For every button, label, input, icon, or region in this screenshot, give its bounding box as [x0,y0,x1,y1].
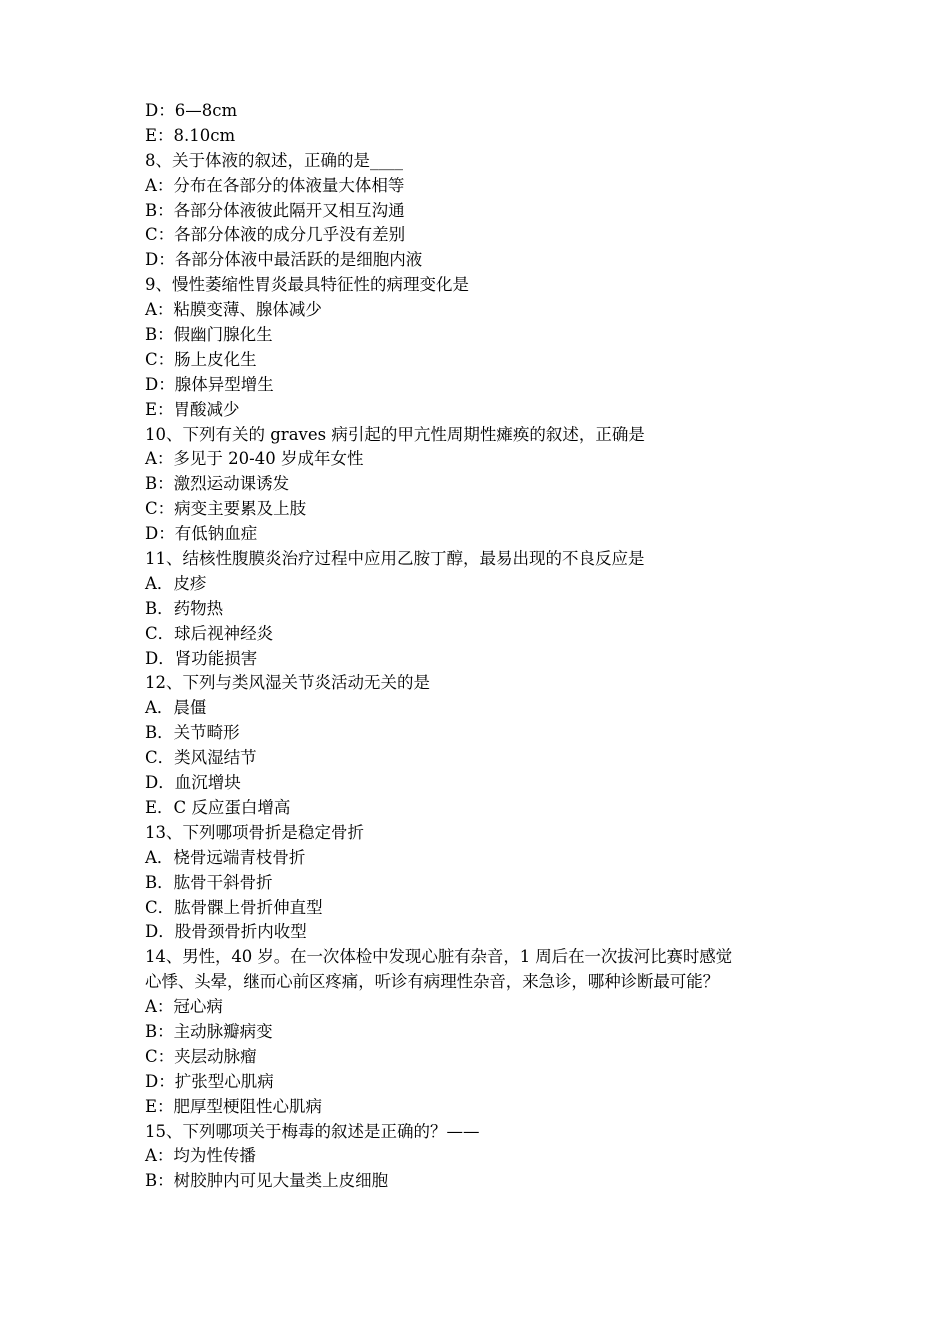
question-9: 9、慢性萎缩性胃炎最具特征性的病理变化是 [145,275,469,295]
option-b-q10: B：激烈运动课诱发 [145,474,290,494]
option-c-q14: C：夹层动脉瘤 [145,1046,257,1066]
option-e-q14: E：肥厚型梗阻性心肌病 [145,1096,323,1116]
document-body [145,99,825,1194]
option-d-q11: D．肾功能损害 [145,648,258,668]
option-c-q9: C：肠上皮化生 [145,349,257,369]
option-e-q12: E．C 反应蛋白增高 [145,797,291,817]
option-a-q8: A：分布在各部分的体液量大体相等 [145,175,405,195]
option-d-q12: D．血沉增块 [145,773,241,793]
option-e-q9: E：胃酸减少 [145,399,240,419]
option-e-q7: E：8.10cm [145,125,236,145]
option-a-q10: A：多见于 20-40 岁成年女性 [145,449,364,469]
option-a-q9: A：粘膜变薄、腺体减少 [145,300,322,320]
question-14-line-2: 心悸、头晕，继而心前区疼痛，听诊有病理性杂音，来急诊，哪种诊断最可能？ [145,972,720,992]
option-b-q13: B．肱骨干斜骨折 [145,872,273,892]
option-b-q11: B．药物热 [145,598,224,618]
option-a-q11: A．皮疹 [145,573,207,593]
option-d-q14: D：扩张型心肌病 [145,1071,274,1091]
option-c-q10: C：病变主要累及上肢 [145,499,307,519]
option-c-q11: C．球后视神经炎 [145,623,274,643]
option-b-q8: B：各部分体液彼此隔开又相互沟通 [145,200,405,220]
question-13: 13、下列哪项骨折是稳定骨折 [145,822,364,842]
option-d-q13: D．股骨颈骨折内收型 [145,922,307,942]
option-a-q15: A：均为性传播 [145,1146,256,1166]
option-a-q14: A：冠心病 [145,997,223,1017]
option-a-q12: A．晨僵 [145,698,207,718]
question-10: 10、下列有关的 graves 病引起的甲亢性周期性瘫痪的叙述，正确是 [145,424,645,444]
question-14-line-1: 14、男性，40 岁。在一次体检中发现心脏有杂音，1 周后在一次拔河比赛时感觉 [145,947,733,967]
option-b-q9: B：假幽门腺化生 [145,325,273,345]
option-b-q15: B：树胶肿内可见大量类上皮细胞 [145,1171,389,1191]
option-b-q14: B：主动脉瓣病变 [145,1021,273,1041]
option-b-q12: B．关节畸形 [145,723,240,743]
question-8: 8、关于体液的叙述，正确的是____ [145,150,403,170]
option-d-q10: D：有低钠血症 [145,524,258,544]
question-12: 12、下列与类风湿关节炎活动无关的是 [145,673,430,693]
option-d-q7: D：6—8cm [145,101,238,120]
option-c-q12: C．类风湿结节 [145,748,257,768]
question-15: 15、下列哪项关于梅毒的叙述是正确的？—— [145,1121,480,1141]
option-d-q9: D：腺体异型增生 [145,374,274,394]
option-c-q8: C：各部分体液的成分几乎没有差别 [145,225,406,245]
question-11: 11、结核性腹膜炎治疗过程中应用乙胺丁醇，最易出现的不良反应是 [145,549,645,569]
option-c-q13: C．肱骨髁上骨折伸直型 [145,897,323,917]
option-d-q8: D：各部分体液中最活跃的是细胞内液 [145,250,423,270]
option-a-q13: A．桡骨远端青枝骨折 [145,847,306,867]
